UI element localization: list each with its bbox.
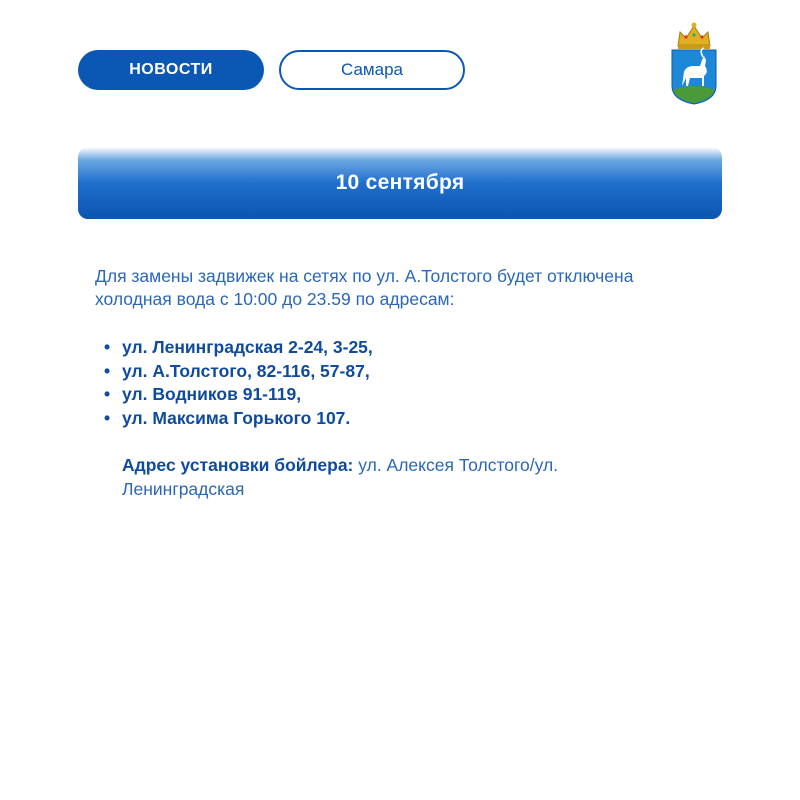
list-item — [104, 360, 704, 384]
news-tag — [78, 50, 264, 90]
address-text: ул. Водников 91-119, — [122, 384, 302, 404]
date-title: 10 сентября — [335, 171, 465, 194]
bullet-icon: • — [104, 384, 111, 404]
list-item — [104, 336, 704, 360]
boiler-info — [122, 453, 682, 501]
news-tag-label: НОВОСТИ — [129, 61, 213, 78]
intro-text: Для замены задвижек на сетях по ул. А.Толстого будет отключена холодная вода с 10:00 до 23.59 по адресам: — [95, 266, 634, 309]
address-text: ул. А.Толстого, 82-116, 57-87, — [122, 360, 370, 381]
address-list — [104, 336, 704, 430]
city-tag — [279, 50, 465, 90]
address-text: ул. Ленинградская 2-24, 3-25, — [122, 337, 373, 357]
crown-icon — [678, 23, 710, 50]
boiler-address: ул. Алексея Толстого/ул. Ленинградская — [122, 455, 559, 499]
bullet-icon: • — [104, 360, 111, 381]
date-banner — [78, 147, 722, 219]
address-text: ул. Максима Горького 107. — [122, 407, 351, 428]
shield-icon — [672, 48, 716, 104]
bullet-icon: • — [104, 407, 111, 428]
samara-coat-of-arms-icon — [668, 20, 720, 106]
boiler-label: Адрес установки бойлера: — [122, 455, 354, 475]
city-tag-label: Самара — [341, 60, 403, 79]
bullet-icon: • — [104, 337, 111, 357]
list-item — [104, 383, 704, 407]
list-item — [104, 407, 704, 431]
